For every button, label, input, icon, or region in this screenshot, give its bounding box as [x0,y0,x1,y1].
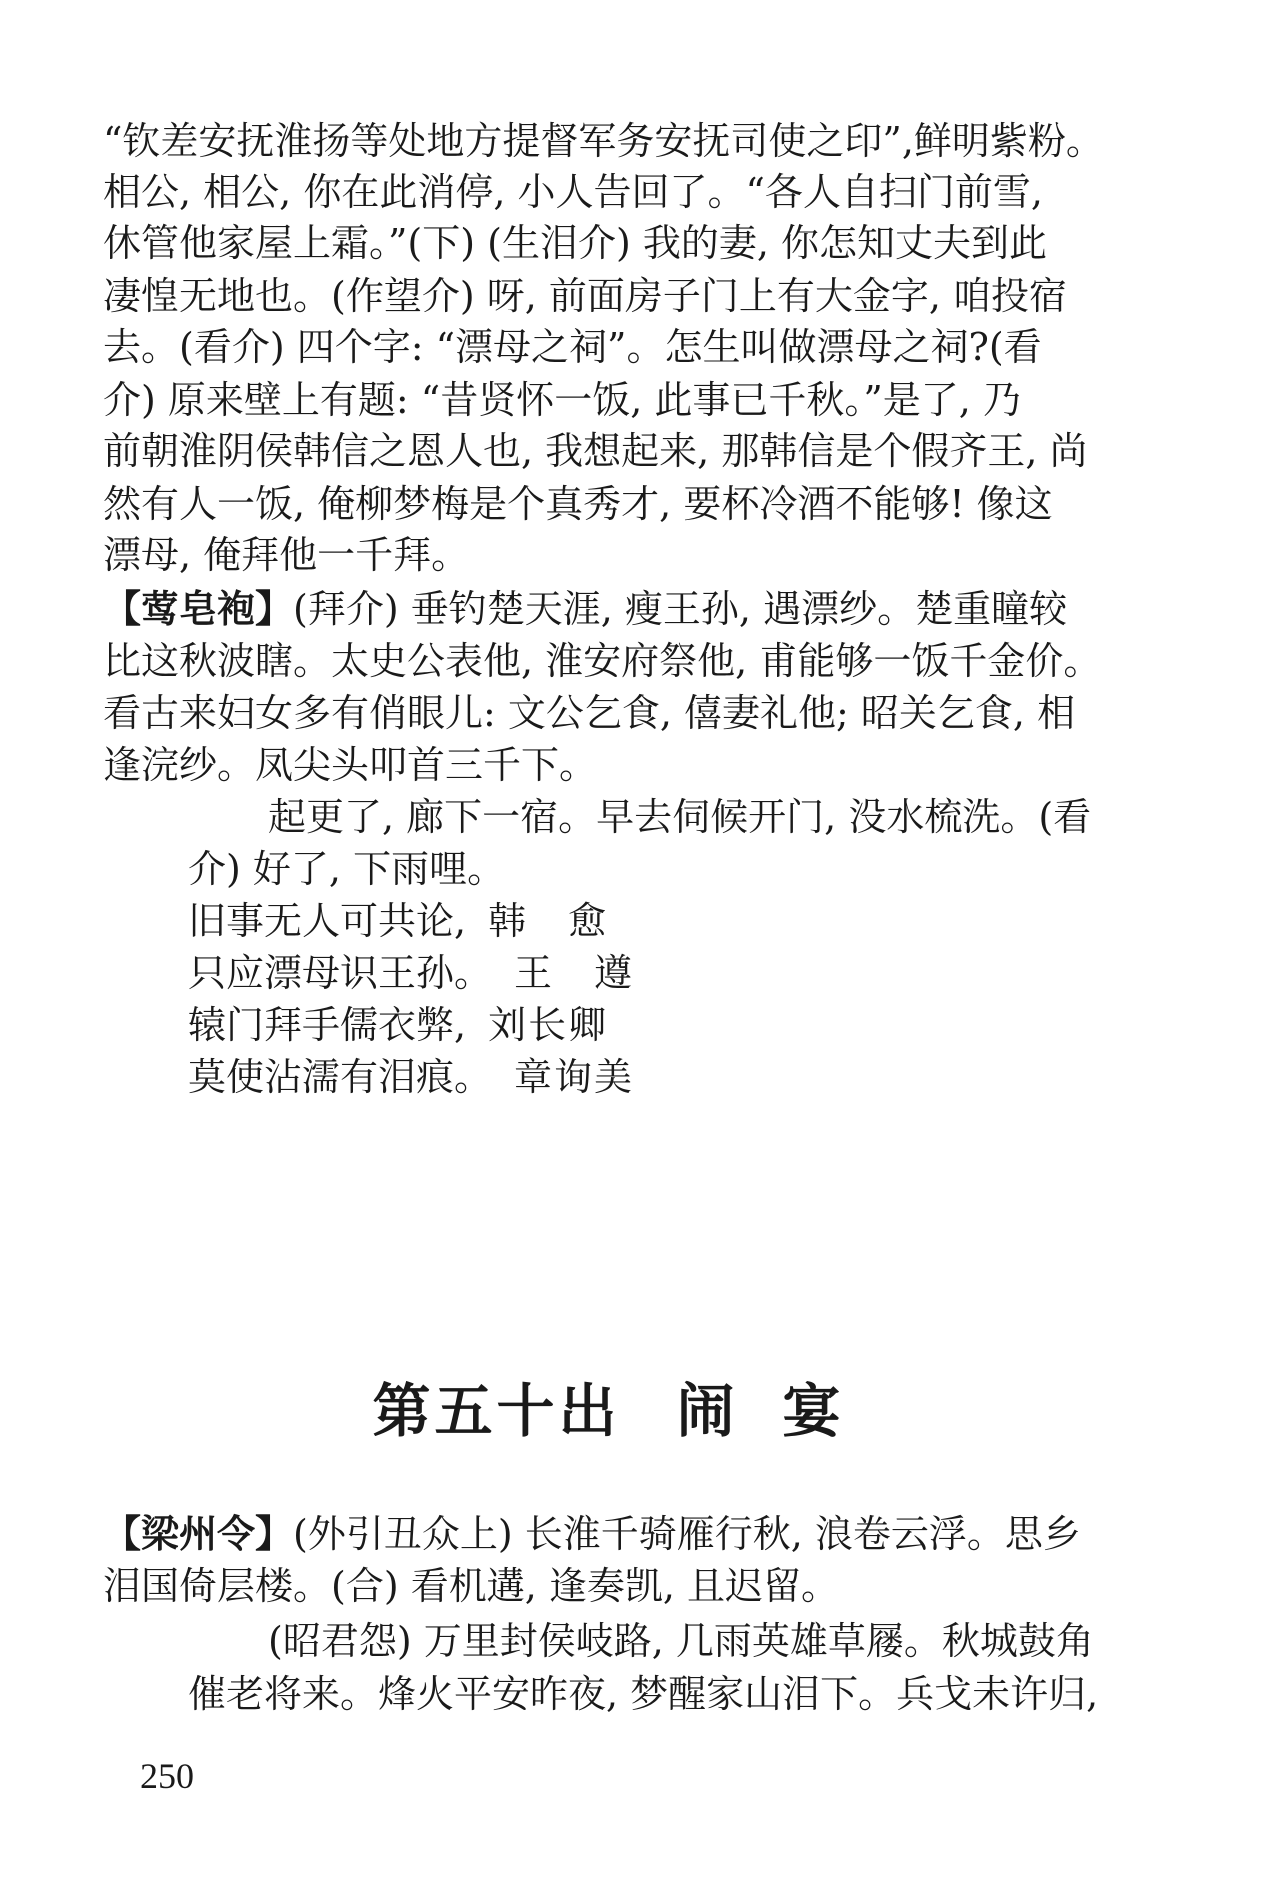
verse-author: 韩 愈 [488,899,609,943]
text-line: 凄惶无地也。(作望介) 呀, 前面房子门上有大金字, 咱投宿 [103,274,1068,318]
text-line: 漂母, 俺拜他一千拜。 [103,533,470,577]
text-line: 休管他家屋上霜。”(下) (生泪介) 我的妻, 你怎知丈夫到此 [103,221,1048,265]
aria-first-line [103,587,1183,631]
page-number: 250 [140,1756,194,1796]
text-line: 相公, 相公, 你在此消停, 小人告回了。“各人自扫门前雪, [103,170,1043,214]
aria-text: (拜介) 垂钓楚天涯, 瘦王孙, 遇漂纱。楚重瞳较 [293,587,1068,631]
tune-name: 【梁州令】 [103,1512,294,1556]
verse-line [188,1003,609,1047]
verse-author: 刘长卿 [488,1003,609,1047]
speech-line: 起更了, 廊下一宿。早去伺候开门, 没水梳洗。(看 [268,795,1092,839]
speech-line: 介) 好了, 下雨哩。 [188,847,506,891]
verse-text: 只应漂母识王孙。 [188,951,493,995]
aria-line: 看古来妇女多有俏眼儿: 文公乞食, 僖妻礼他; 昭关乞食, 相 [103,691,1076,735]
aria-first-line [103,1512,1183,1556]
verse-text: 辕门拜手儒衣弊, [188,1003,467,1047]
verse-text: 莫使沾濡有泪痕。 [188,1055,493,1099]
verse-line [188,1055,635,1099]
chapter-number: 第五十出 [372,1377,621,1445]
speech-line: (昭君怨) 万里封侯岐路, 几雨英雄草屦。秋城鼓角 [268,1619,1094,1663]
verse-author: 章询美 [514,1055,635,1099]
chapter-name: 闹宴 [676,1377,889,1445]
chapter-title [0,1377,1261,1445]
tune-name: 【莺皂袍】 [103,587,294,631]
text-line: 介) 原来壁上有题: “昔贤怀一饭, 此事已千秋。”是了, 乃 [103,378,1021,422]
speech-line: 催老将来。烽火平安昨夜, 梦醒家山泪下。兵戈未许归, [188,1672,1099,1716]
aria-text: (外引丑众上) 长淮千骑雁行秋, 浪卷云浮。思乡 [293,1512,1081,1556]
verse-text: 旧事无人可共论, [188,899,467,943]
verse-line [188,899,609,943]
aria-line: 比这秋波瞎。太史公表他, 淮安府祭他, 甫能够一饭千金价。 [103,639,1102,683]
aria-line: 逢浣纱。凤尖头叩首三千下。 [103,743,598,787]
text-line: 去。(看介) 四个字: “漂母之祠”。怎生叫做漂母之祠?(看 [103,325,1042,369]
aria-line: 泪国倚层楼。(合) 看机遘, 逢奏凯, 且迟留。 [103,1564,840,1608]
verse-line [188,951,635,995]
text-line: “钦差安抚淮扬等处地方提督军务安抚司使之印”,鲜明紫粉。 [103,119,1104,163]
verse-author: 王 遵 [514,951,635,995]
text-line: 前朝淮阴侯韩信之恩人也, 我想起来, 那韩信是个假齐王, 尚 [103,429,1088,473]
text-line: 然有人一饭, 俺柳梦梅是个真秀才, 要杯冷酒不能够! 像这 [103,482,1053,526]
